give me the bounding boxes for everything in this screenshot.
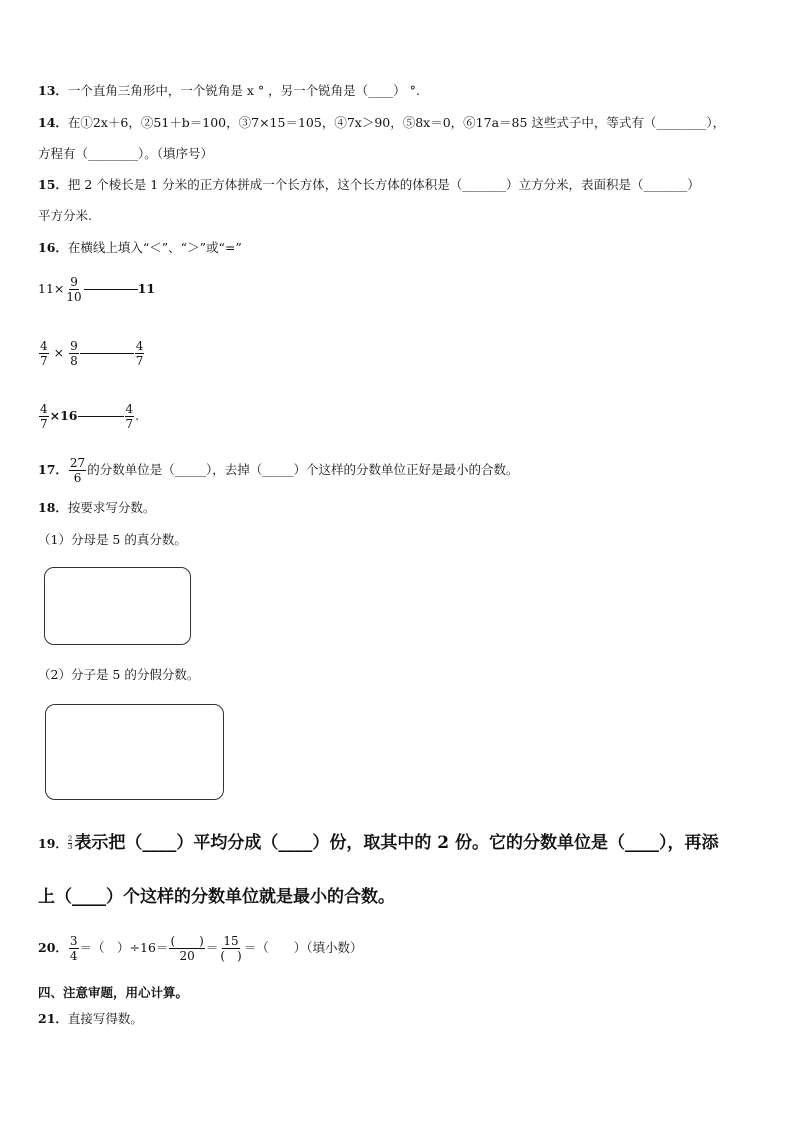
question-15-line1 <box>38 177 700 193</box>
fraction <box>169 934 204 963</box>
question-text: 的分数单位是（_____），去掉（_____）个这样的分数单位正好是最小的合数。 <box>87 462 519 477</box>
question-text: 方程有（________）。（填序号） <box>38 146 214 161</box>
question-number: 15． <box>38 177 68 192</box>
denominator: 10 <box>66 290 82 304</box>
numerator: ( ) <box>170 934 204 948</box>
question-text: 在横线上填入“＜”、“＞”或“=” <box>67 240 242 255</box>
answer-line[interactable] <box>80 353 134 354</box>
fraction <box>39 339 49 368</box>
question-number: 19． <box>38 836 68 851</box>
question-text: 上（____）个这样的分数单位就是最小的合数。 <box>38 887 395 907</box>
question-text: 表示把（____）平均分成（____）份，取其中的 2 份。它的分数单位是（____），再添 <box>74 833 719 853</box>
sub-question-text: （1）分母是 5 的真分数。 <box>38 532 187 547</box>
answer-line[interactable] <box>78 416 124 417</box>
expr-right: 11 <box>137 281 156 296</box>
question-19-line2 <box>38 886 395 908</box>
question-number: 21． <box>38 1011 68 1026</box>
expr-left: 11× <box>38 281 65 296</box>
section-title: 四、注意审题，用心计算。 <box>38 985 189 1000</box>
question-number: 17． <box>38 462 68 477</box>
question-number: 14． <box>38 115 68 130</box>
fraction <box>125 402 135 431</box>
fraction <box>65 275 82 304</box>
question-14-line1 <box>38 115 725 131</box>
question-text: 在①2x＋6，②51＋b＝100，③7×15＝105，④7x＞90，⑤8x＝0，⑥17a＝85 这些式子中，等式有（________）， <box>67 115 726 130</box>
fraction <box>68 836 72 851</box>
question-number: 13． <box>38 83 68 98</box>
question-number: 16． <box>38 240 68 255</box>
question-19-line1 <box>38 832 719 855</box>
denominator: 6 <box>73 471 82 485</box>
numerator: 27 <box>69 456 86 470</box>
fraction <box>69 934 79 963</box>
question-text: 一个直角三角形中，一个锐角是 x ° ，另一个锐角是（____） °. <box>67 83 420 98</box>
question-number: 18． <box>38 500 68 515</box>
question-20 <box>38 928 362 968</box>
operator: × <box>53 345 65 360</box>
denominator: 20 <box>179 949 195 963</box>
answer-line[interactable] <box>84 289 138 290</box>
question-18-sub1 <box>38 532 187 548</box>
answer-box-2[interactable] <box>45 704 224 800</box>
denominator: 4 <box>69 949 78 963</box>
numerator: 2 <box>67 835 73 843</box>
question-18-sub2 <box>38 667 199 683</box>
denominator: 3 <box>67 843 73 851</box>
numerator: 4 <box>40 339 48 353</box>
denominator: 7 <box>125 417 134 431</box>
compare-row-2 <box>38 338 145 368</box>
denominator: 7 <box>40 354 48 368</box>
numerator: 4 <box>125 402 134 416</box>
expr-mid: ×16 <box>49 408 78 423</box>
compare-row-3 <box>38 401 139 431</box>
compare-row-1 <box>38 274 155 304</box>
question-13 <box>38 83 420 99</box>
numerator: 4 <box>40 402 48 416</box>
question-14-line2 <box>38 146 213 162</box>
question-text: 把 2 个棱长是 1 分米的正方体拼成一个长方体，这个长方体的体积是（_______）立方分米，表面积是（_______） <box>67 177 700 192</box>
fraction <box>69 339 79 368</box>
question-21 <box>38 1011 143 1027</box>
fraction <box>135 339 145 368</box>
question-text: 按要求写分数。 <box>67 500 156 515</box>
denominator: 7 <box>40 417 48 431</box>
numerator: 15 <box>223 934 239 948</box>
numerator: 3 <box>69 934 78 948</box>
question-number: 20． <box>38 940 68 955</box>
fraction <box>219 934 242 963</box>
section-heading <box>38 985 188 1001</box>
equation-part: ＝（ ）（填小数） <box>243 940 363 955</box>
question-text: 直接写得数。 <box>67 1011 143 1026</box>
denominator: 7 <box>135 354 144 368</box>
numerator: 4 <box>135 339 144 353</box>
fraction <box>69 456 86 485</box>
numerator: 9 <box>70 339 78 353</box>
question-17 <box>38 455 518 485</box>
question-15-line2 <box>38 208 92 224</box>
sub-question-text: （2）分子是 5 的分假分数。 <box>38 667 200 682</box>
period: . <box>135 408 140 423</box>
question-text: 平方分米. <box>38 208 92 223</box>
denominator: 8 <box>70 354 78 368</box>
denominator: ( ) <box>220 949 242 963</box>
equation-part: ＝ <box>205 940 219 955</box>
numerator: 9 <box>70 275 78 289</box>
question-16 <box>38 240 242 256</box>
fraction <box>39 402 49 431</box>
question-18 <box>38 500 155 516</box>
equation-part: ＝（ ）÷16＝ <box>79 940 169 955</box>
answer-box-1[interactable] <box>44 567 191 645</box>
